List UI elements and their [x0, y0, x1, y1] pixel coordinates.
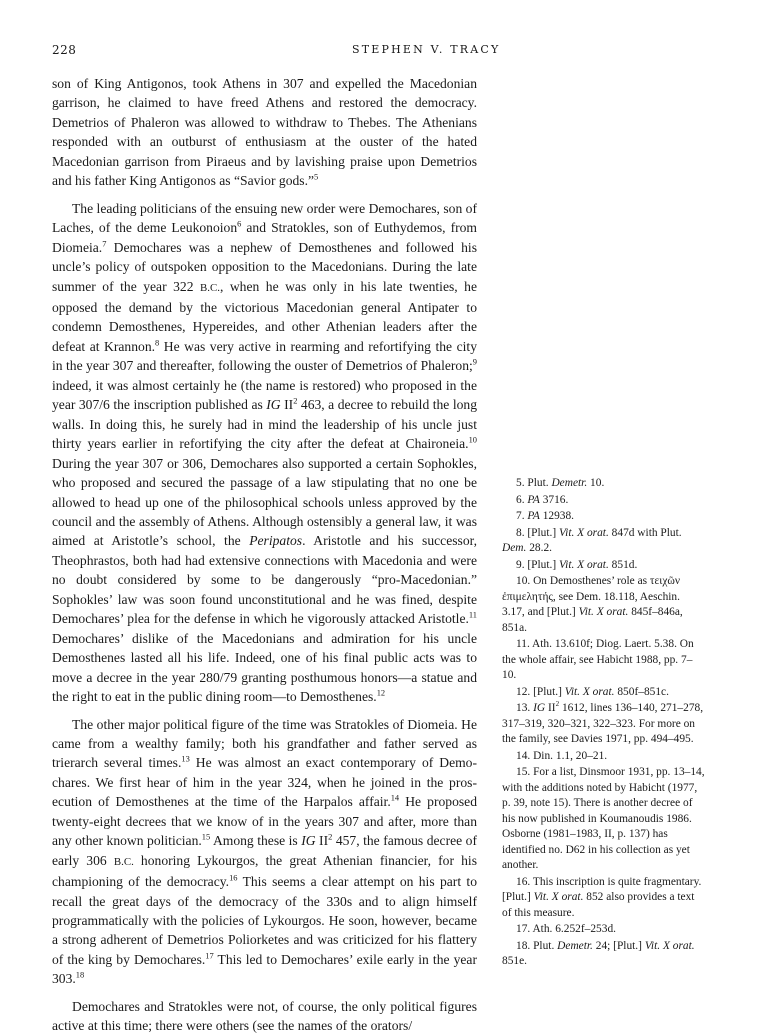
footnote: 8. [Plut.] Vit. X orat. 847d with Plut. Dem. 28.2.: [502, 526, 682, 554]
footnote: 18. Plut. Demetr. 24; [Plut.] Vit. X orat. 851e.: [502, 939, 695, 967]
running-head: STEPHEN V. TRACY: [352, 43, 501, 56]
footnotes-column: [502, 476, 705, 971]
footnote: 7. PA 12938.: [516, 510, 575, 522]
footnote: 5. Plut. Demetr. 10.: [516, 477, 605, 489]
body-paragraph: The leading politicians of the ensuing new order were Demochares, son of Laches, of the deme Leukonoion$^6$ and Stratokles, son of Euthydemos, from Diomeia.$^7$ Demochares was a nephew of Demosthenes and followed his uncle’s policy of outspoken opposition to the Macedonians. During the late summer of the year 322 B.C., when he was only in his late twenties, he opposed the demand by the victorious Macedonian general Antipater to condemn Demosthenes, Hypereides, and other Athenian leaders after the defeat at Krannon.$^8$ He was very active in rearming and refortifying the city in the year 307 and thereafter, following the ouster of Demetrios of Phaleron;$^9$ indeed, it was almost certainly he (the name is restored) who proposed in the year 307/6 the inscription published as IG $II^2$ 463, a decree to rebuild the long walls. In doing this, he surely had in mind the leadership of his uncle just thirty years earlier in refortifying the city after the defeat at Chaironeia.$^{10}$ During the year 307 or 306, Demochares also supported a certain Sophokles, who proposed and secured the passage of a law stipulating that no one be allowed to head up one of the philosophical schools unless approved by the council and the assembly of Athens. Although ostensibly a general law, it was aimed at Aristotle’s school, the Peripatos. Aristotle and his successor, Theophrastos, both had had extensive connections with Macedonia and were no doubt considered by some to be dangerously “pro-Macedonian.” Sophokles’ law was soon found unconstitutional and he was fined, despite Demochares’ plea for the defense in which he vigorously attacked Aristotle.$^{11}$ Demochares’ dislike of the Macedonians and admiration for his uncle Demosthenes lasted all his life. Indeed, one of his final public acts was to move a decree in the year 280/79 granting posthumous honors—a statue and the right to eat in the public dining room—to Demosthenes.$^{12}$: [52, 200, 478, 705]
body-paragraph: son of King Antigonos, took Athens in 307 and expelled the Macedonian garrison, he claimed to have freed Athens and restored the democracy. Demetrios of Phaleron was allowed to withdraw to Thebes. The Athenians responded with an outburst of enthusiasm at the ouster of the hated Macedonian garrison from Piraeus and by lavishing praise upon Demetrios and his father King Antigonos as “Savior gods.”$^5$: [52, 76, 477, 189]
footnote: 13. IG $II^2$ 1612, lines 136–140, 271–278, 317–319, 320–321, 322–323. For more on the family, see Davies 1971, pp. 494–495.: [502, 700, 704, 745]
footnote: 12. [Plut.] Vit. X orat. 850f–851c.: [516, 685, 669, 698]
footnote: 16. This inscription is quite fragmentary. [Plut.] Vit. X orat. 852 also provides a text of this measure.: [502, 875, 702, 919]
page-number: 228: [52, 43, 77, 57]
body-paragraph: Demochares and Stratokles were not, of course, the only political figures active at this time; there were others (see the names of the orators/: [52, 998, 477, 1034]
footnote: 15. For a list, Dinsmoor 1931, pp. 13–14, with the additions noted by Habicht (1977, p. 39, note 15). There is another decree of his now published in Koumanoudis 1986. Osborne (1981–1983, II, p. 137) has identified no. D62 in his collection as yet another.: [502, 766, 705, 871]
footnote: 14. Din. 1.1, 20–21.: [516, 749, 608, 762]
footnote: 11. Ath. 13.610f; Diog. Laert. 5.38. On the whole affair, see Habicht 1988, pp. 7–10.: [502, 638, 694, 681]
footnote: 17. Ath. 6.252f–253d.: [516, 923, 616, 935]
footnote: 9. [Plut.] Vit. X orat. 851d.: [516, 558, 638, 571]
footnote: 10. On Demosthenes’ role as τειχῶν ἐπιμελητής, see Dem. 18.118, Aeschin. 3.17, and [Plut.] Vit. X orat. 845f–846a, 851a.: [502, 575, 683, 634]
body-paragraph: The other major political figure of the time was Stratokles of Diomeia. He came from a wealthy family; both his grandfather and father served as trierarch several times.$^{13}$ He was almost an exact contemporary of Demochares. We first hear of him in the year 324, when he joined in the prosecution of Demosthenes at the time of the Harpalos affair.$^{14}$ He proposed twenty-eight decrees that we know of in the years 307 and after, more than any other known politician.$^{15}$ Among these is IG $II^2$ 457, the famous decree of early 306 B.C. honoring Lykourgos, the great Athenian financier, for his championing of the democracy.$^{16}$ This seems a clear attempt on his part to recall the great days of the democracy of the 330s and to align himself programmatically with the policies of Lykourgos. He soon, however, became a strong adherent of Demetrios Poliorketes and was criticized for his flattery of the king by Demochares.$^{17}$ This led to Demochares’ exile early in the year 303.18: [52, 716, 478, 987]
main-text-column: [52, 74, 477, 1036]
footnote: 6. PA 3716.: [516, 493, 569, 506]
